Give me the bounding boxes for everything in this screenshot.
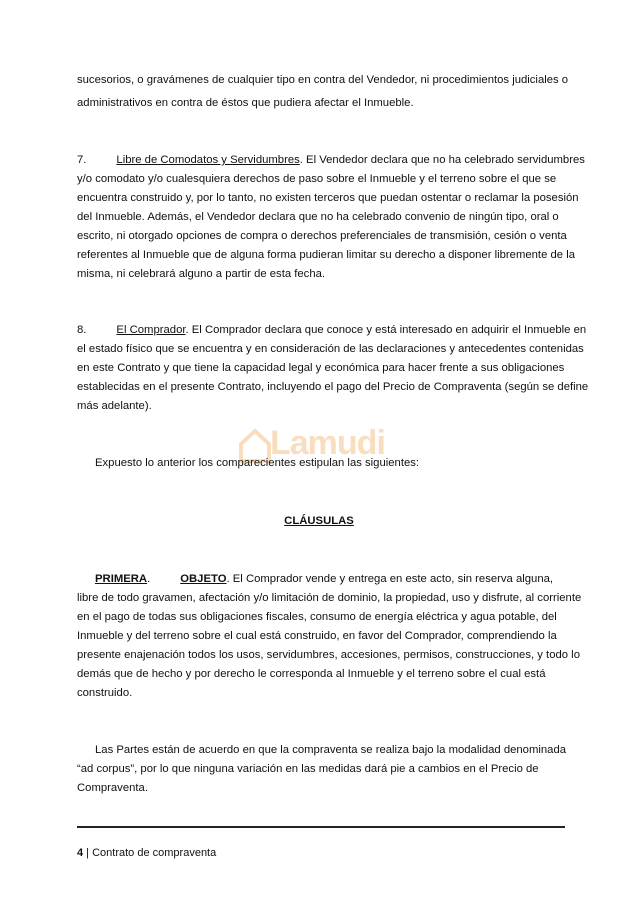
body-text-line: establecidas en el presente Contrato, incluyendo el pago del Precio de Compraventa (según se define: [77, 381, 589, 393]
clause-number: PRIMERA: [95, 573, 148, 585]
section-7-heading-line: [77, 153, 585, 167]
body-text-line: misma, ni celebrará alguno a partir de esta fecha.: [77, 268, 326, 280]
body-text-line: “ad corpus”, por lo que ninguna variación en las medidas dará pie a cambios en el Precio de: [77, 763, 539, 775]
body-text-line: administrativos en contra de éstos que pudiera afectar el Inmueble.: [77, 97, 414, 109]
body-text-line: demás que de hecho y por derecho le corresponda al Inmueble y el terreno sobre el cual está: [77, 668, 546, 680]
clause-title: OBJETO: [180, 573, 227, 585]
body-text-line: Compraventa.: [77, 782, 148, 794]
body-text: . El Vendedor declara que no ha celebrado servidumbres: [299, 154, 585, 166]
body-text-line: escrito, ni otorgado opciones de compra o derechos preferenciales de transmisión, cesión o venta: [77, 230, 567, 242]
body-text: . El Comprador declara que conoce y está interesado en adquirir el Inmueble en: [185, 324, 587, 336]
body-text-line: en el pago de todas sus obligaciones fiscales, consumo de energía eléctrica y agua potable, del: [77, 611, 557, 623]
clausulas-heading: CLÁUSULAS: [284, 515, 354, 527]
body-text-line: construido.: [77, 687, 133, 699]
section-8-heading-line: [77, 323, 586, 337]
section-title: Libre de Comodatos y Servidumbres: [116, 154, 300, 166]
body-text-line: en este Contrato y que tiene la capacidad legal y económica para hacer frente a sus obligaciones: [77, 362, 565, 374]
body-text-line: del Inmueble. Además, el Vendedor declara que no ha celebrado convenio de ningún tipo, oral o: [77, 211, 559, 223]
page-number: 4: [77, 847, 84, 859]
body-text-line: referentes al Inmueble que de alguna forma pudieran limitar su derecho a disponer libremente de la: [77, 249, 575, 261]
primera-clause-heading-line: [95, 572, 553, 586]
section-title: El Comprador: [116, 324, 186, 336]
page-footer: [77, 846, 216, 860]
body-text-line: Las Partes están de acuerdo en que la compraventa se realiza bajo la modalidad denominada: [95, 744, 567, 756]
document-title: Contrato de compraventa: [92, 847, 217, 859]
body-text-line: y/o comodato y/o cualesquiera derechos de paso sobre el Inmueble y el terreno sobre el que se: [77, 173, 557, 185]
punctuation: .: [147, 573, 151, 585]
body-text-line: encuentra construido y, por lo tanto, no existen terceros que puedan ostentar o reclamar la posesión: [77, 192, 579, 204]
body-text-line: presente enajenación todos los usos, servidumbres, accesiones, permisos, construcciones, y todo lo: [77, 649, 580, 661]
body-text-line: Expuesto lo anterior los comparecientes estipulan las siguientes:: [95, 457, 420, 469]
body-text-line: más adelante).: [77, 400, 152, 412]
body-text: . El Comprador vende y entrega en este acto, sin reserva alguna,: [226, 573, 554, 585]
section-number: 8.: [77, 324, 87, 336]
body-text-line: Inmueble y del terreno sobre el cual está construido, en favor del Comprador, comprendiendo la: [77, 630, 557, 642]
body-text-line: libre de todo gravamen, afectación y/o limitación de dominio, la propiedad, uso y disfrute, al corriente: [77, 592, 582, 604]
body-text-line: el estado físico que se encuentra y en consideración de las declaraciones y antecedentes contenidas: [77, 343, 584, 355]
watermark-text: Lamudi: [270, 424, 385, 462]
footer-separator: |: [83, 847, 93, 859]
section-number: 7.: [77, 154, 87, 166]
body-text-line: sucesorios, o gravámenes de cualquier tipo en contra del Vendedor, ni procedimientos judiciales o: [77, 74, 569, 86]
footer-divider: [77, 826, 565, 828]
